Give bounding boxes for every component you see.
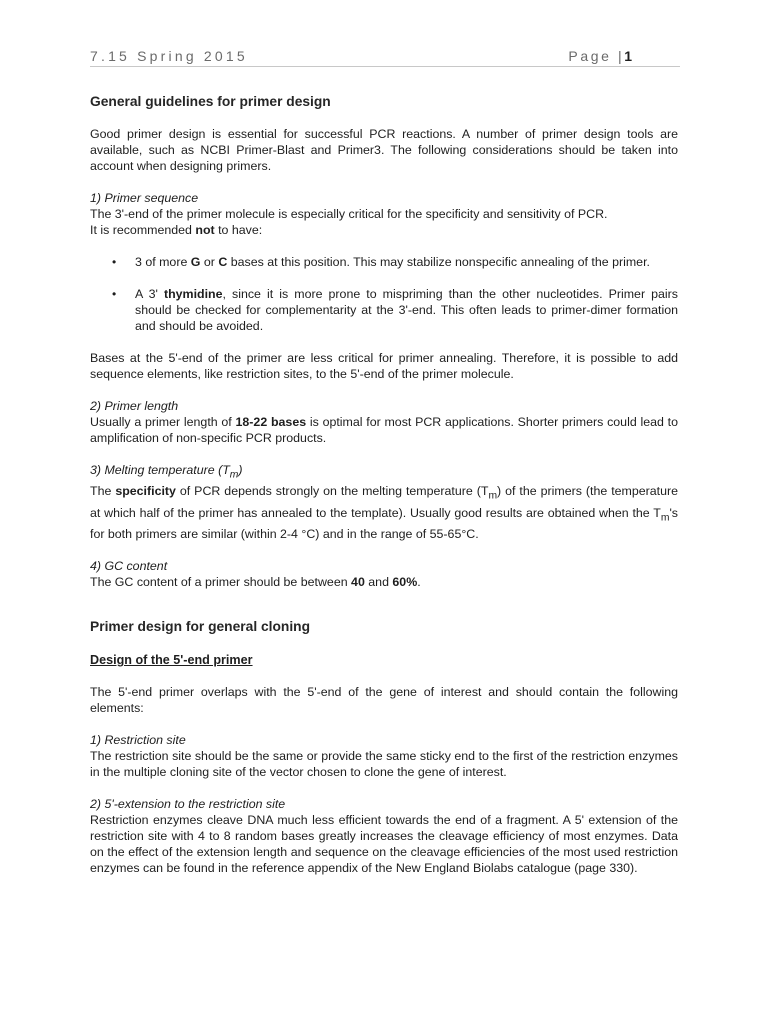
primer-length-text bbox=[90, 414, 678, 446]
mt-a: 3) Melting temperature (T bbox=[90, 463, 230, 477]
intro-text-b: A number of primer design tools are available bbox=[90, 127, 678, 157]
b1-d: C bbox=[218, 255, 228, 269]
list-spacer bbox=[90, 270, 678, 286]
gc-b: 40 bbox=[351, 575, 365, 590]
bullet-icon: • bbox=[112, 255, 117, 269]
mtt-a: The bbox=[90, 484, 116, 499]
heading-five-prime-extension: 2) 5'-extension to the restriction site bbox=[90, 797, 286, 812]
rec-b: not bbox=[195, 223, 215, 237]
melting-temperature-text bbox=[90, 483, 678, 542]
b1-a: 3 of more bbox=[135, 255, 191, 269]
mt-sub: m bbox=[229, 469, 239, 481]
len-b: 18-22 bases bbox=[235, 415, 307, 429]
heading-gc-content: 4) GC content bbox=[90, 559, 168, 574]
heading-primer-sequence: 1) Primer sequence bbox=[90, 191, 199, 205]
primer-sequence-text: The 3'-end of the primer molecule is especially critical for the specificity and sensitivity of PCR. bbox=[90, 207, 608, 221]
len-c: is optimal for most PCR applications. Shorter primers could lead to amplification of non-specific PCR products. bbox=[90, 415, 678, 445]
heading-restriction-site: 1) Restriction site bbox=[90, 733, 186, 748]
page-indicator bbox=[568, 48, 632, 64]
gc-content-text bbox=[90, 574, 678, 590]
mtt-sub1: m bbox=[488, 490, 498, 502]
section-title-general-guidelines: General guidelines for primer design bbox=[90, 94, 331, 109]
b1-c: or bbox=[200, 255, 219, 269]
rec-a: It is recommended bbox=[90, 223, 196, 237]
intro-paragraph bbox=[90, 126, 678, 174]
rec-c: to have: bbox=[214, 223, 263, 237]
mtt-g: 's for both primers are similar (within 2-4 °C) and in the range of 55-65°C. bbox=[90, 505, 678, 542]
mt-c: ) bbox=[238, 463, 243, 477]
heading-melting-temperature bbox=[90, 462, 678, 483]
page-word: Page | bbox=[568, 48, 625, 64]
b1-e: bases at this position. This may stabilize nonspecific annealing of the primer. bbox=[227, 255, 650, 269]
page-number: 1 bbox=[624, 48, 632, 64]
mtt-sub2: m bbox=[660, 512, 670, 524]
gc-d: 60% bbox=[392, 575, 418, 590]
len-a: Usually a primer length of bbox=[90, 415, 236, 429]
section-title-general-cloning: Primer design for general cloning bbox=[90, 619, 311, 635]
course-term: 7.15 Spring 2015 bbox=[90, 48, 248, 64]
b2-b: thymidine bbox=[163, 287, 223, 301]
recommendation-list bbox=[90, 254, 678, 334]
five-prime-extension-text: Restriction enzymes cleave DNA much less efficient towards the end of a fragment. A 5' extension of the restriction site with 4 to 8 random bases greatly increases the cleavage efficiency of most enzymes. Data on the effect of the extension length and sequence on the cleavage efficiencies of the most used restriction enzymes can be found in the reference appendix of the New England Biolabs catalogue (page 330). bbox=[90, 813, 678, 876]
b2-a: A 3' bbox=[135, 287, 164, 301]
five-prime-note: Bases at the 5'-end of the primer are less critical for primer annealing. Therefore, it is possible to add sequence elements, like restriction sites, to the 5'-end of the primer molecule. bbox=[90, 351, 678, 381]
mtt-c: of PCR depends strongly on the melting temperature (T bbox=[175, 484, 489, 499]
document-body bbox=[90, 93, 678, 876]
cloning-intro-text: The 5'-end primer overlaps with the 5'-end of the gene of interest and should contain the following elements: bbox=[90, 685, 678, 716]
page-header bbox=[90, 46, 680, 67]
bullet-icon: • bbox=[112, 287, 117, 301]
list-item bbox=[90, 286, 678, 334]
heading-primer-length: 2) Primer length bbox=[90, 399, 179, 413]
list-item bbox=[90, 254, 678, 270]
mtt-b: specificity bbox=[115, 484, 176, 499]
recommendation-text bbox=[90, 222, 678, 238]
restriction-site-text: The restriction site should be the same or provide the same sticky end to the first of the restriction enzymes in the multiple cloning site of the vector chosen to clone the gene of interest. bbox=[90, 749, 678, 780]
b2-c: , since it is more prone to mispriming than the other nucleotides. Primer pairs should be checked for complementarity at the 3'-end. This often leads to primer-dimer formation and should be avoided. bbox=[135, 287, 678, 333]
intro-text-a: Good primer design is essential for successful PCR reactions. bbox=[90, 127, 462, 141]
gc-c: and bbox=[364, 575, 393, 590]
gc-a: The GC content of a primer should be between bbox=[90, 575, 352, 590]
intro-text-c: , such as NCBI Primer-Blast and Primer3. The following considerations should be taken into account when designing primers. bbox=[90, 143, 678, 173]
mtt-e: ) of the primers (the temperature at which half of the primer has annealed to the template). Usually good results are obtained when the T bbox=[90, 484, 678, 520]
b1-b: G bbox=[190, 255, 201, 269]
gc-e: . bbox=[417, 575, 421, 590]
subsection-title-five-prime-primer: Design of the 5'-end primer bbox=[90, 653, 253, 668]
